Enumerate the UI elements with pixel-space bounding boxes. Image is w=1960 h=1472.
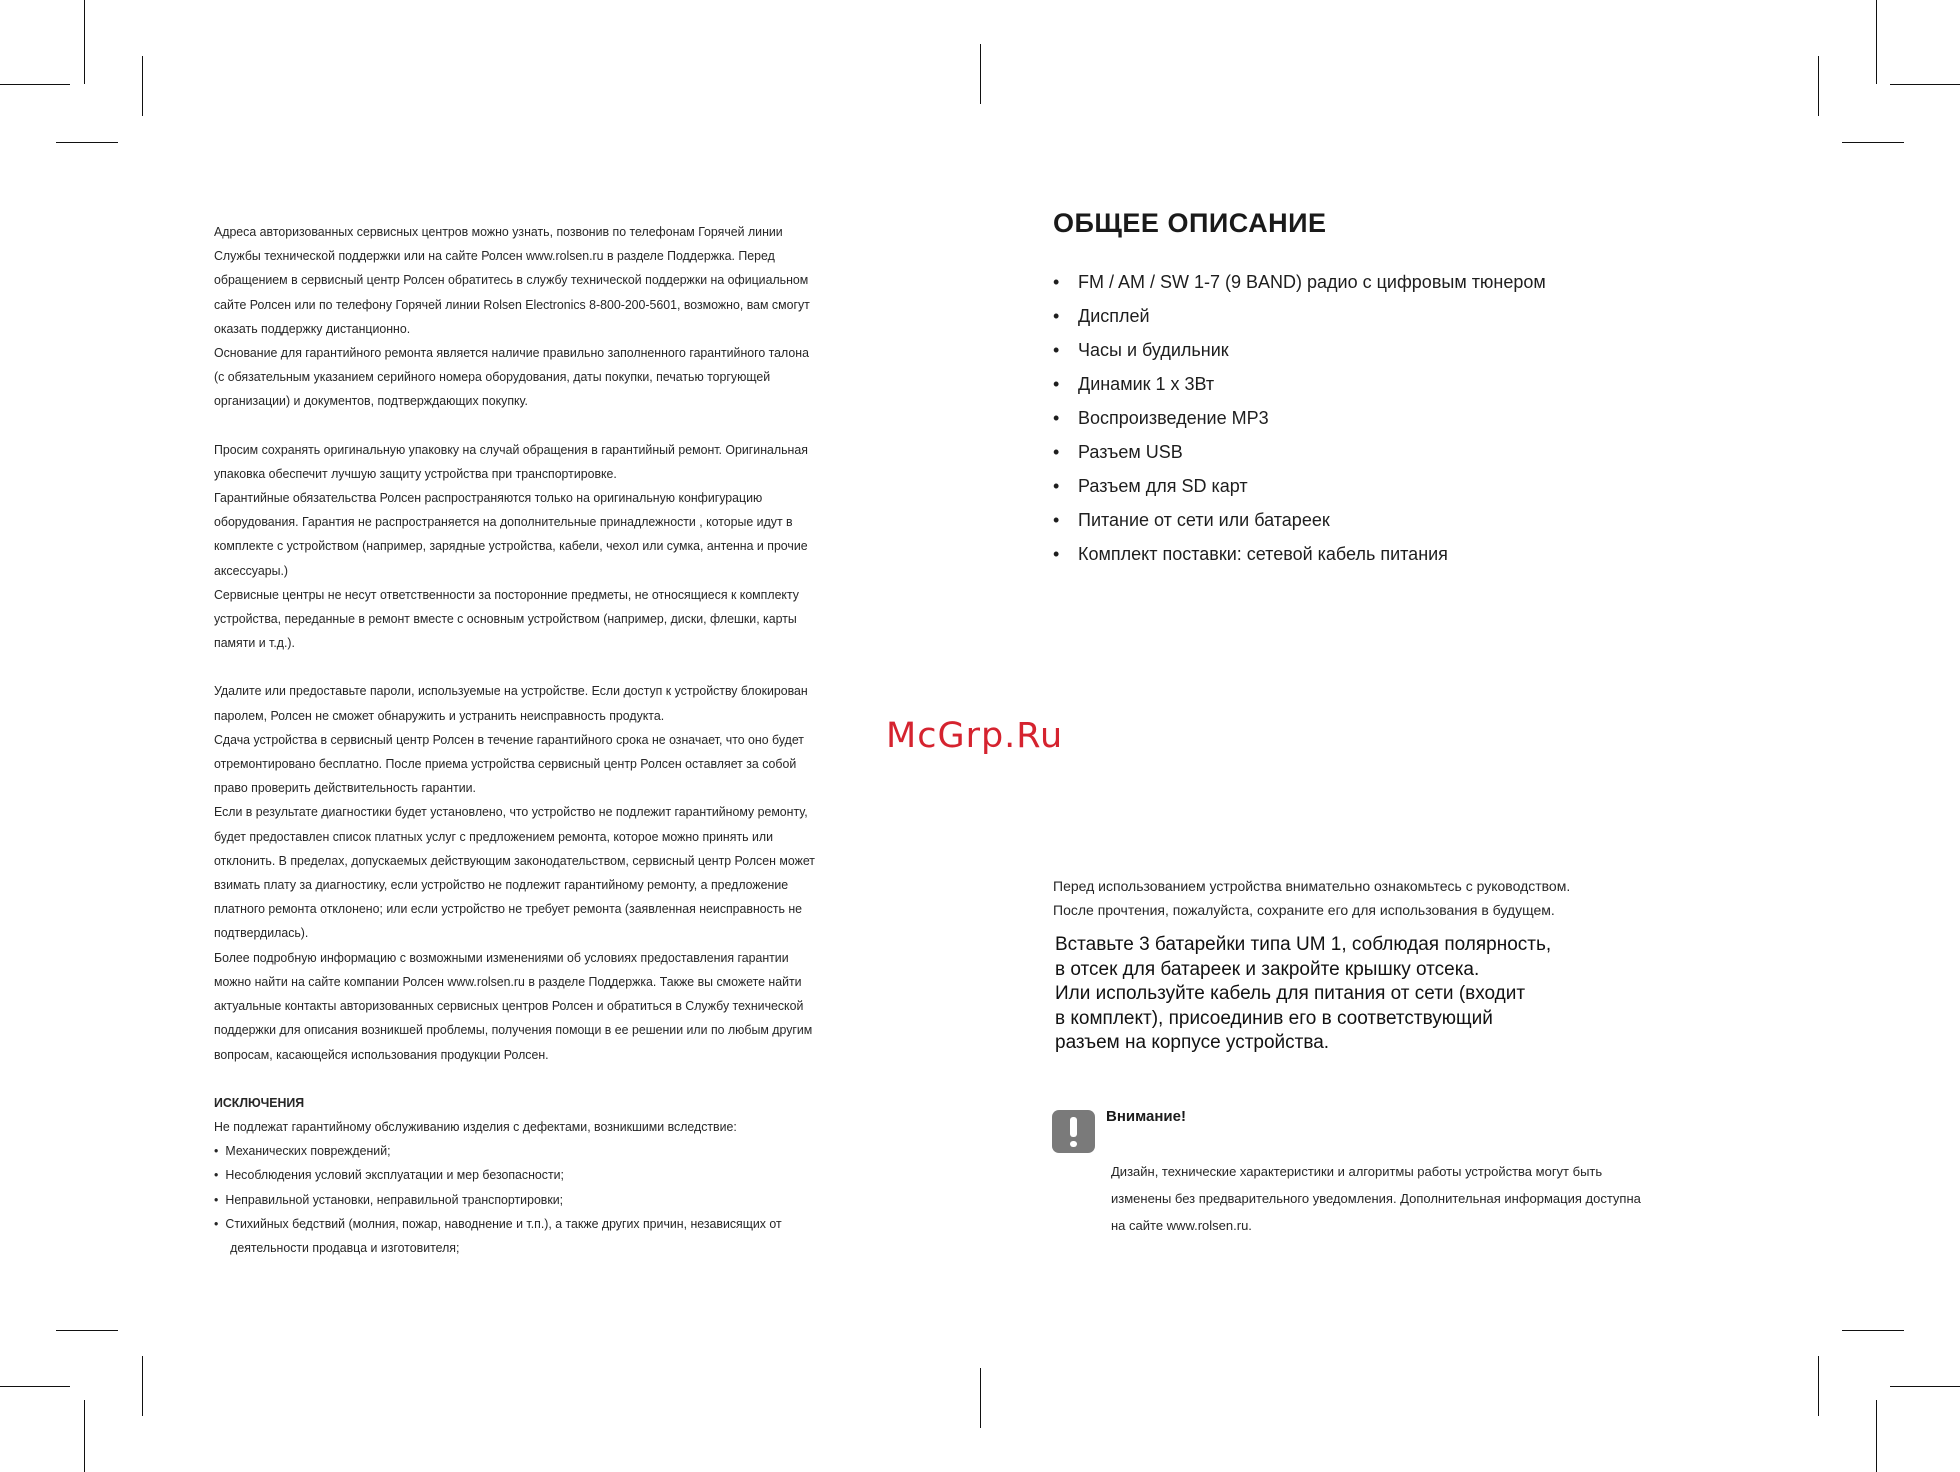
paragraph-service-centers xyxy=(214,220,879,414)
list-item: • Несоблюдения условий эксплуатации и мер безопасности; xyxy=(214,1163,879,1187)
list-item: • Стихийных бедствий (молния, пожар, наводнение и т.п.), а также других причин, независящих от xyxy=(214,1212,879,1236)
text-line: Более подробную информацию с возможными изменениями об условиях предоставления гарантии xyxy=(214,949,789,965)
intro-note xyxy=(1053,874,1673,922)
text-line: будет предоставлен список платных услуг с предложением ремонта, которое можно принять или xyxy=(214,828,773,844)
text-line: взимать плату за диагностику, если устройство не подлежит гарантийному ремонту, а предложение xyxy=(214,877,789,893)
list-item: • Механических повреждений; xyxy=(214,1139,879,1163)
feature-item: • Динамик 1 х 3Вт xyxy=(1053,367,1613,401)
text-line: в комплект), присоединив его в соответствующий xyxy=(1055,1007,1493,1029)
crop-mark xyxy=(980,1368,981,1428)
text-line: Сдача устройства в сервисный центр Ролсен в течение гарантийного срока не означает, что оно будет xyxy=(214,731,804,747)
crop-mark xyxy=(84,1400,85,1472)
crop-mark xyxy=(56,142,118,143)
text-line: разъем на корпусе устройства. xyxy=(1055,1032,1330,1053)
feature-item: • Разъем USB xyxy=(1053,435,1613,469)
text-line: Или используйте кабель для питания от сети (входит xyxy=(1055,983,1526,1004)
text-line: сайте Ролсен или по телефону Горячей линии Rolsen Electronics 8-800-200-5601, возможно, вам смогут xyxy=(214,296,810,312)
text-line: Службы технической поддержки или на сайте Ролсен www.rolsen.ru в разделе Поддержка. Перед xyxy=(214,248,775,264)
crop-mark xyxy=(0,1386,70,1387)
text-line: организации) и документов, подтверждающих покупку. xyxy=(214,393,528,409)
text-line: Адреса авторизованных сервисных центров можно узнать, позвонив по телефонам Горячей линии xyxy=(214,224,783,239)
text-line: можно найти на сайте компании Ролсен www.rolsen.ru в разделе Поддержка. Также вы сможете найти xyxy=(214,973,802,989)
text-line: памяти и т.д.). xyxy=(214,635,295,651)
battery-instructions xyxy=(1055,933,1655,1056)
text-line: паролем, Ролсен не сможет обнаружить и устранить неисправность продукта. xyxy=(214,707,665,723)
text-line: вопросам, касающейся использования продукции Ролсен. xyxy=(214,1046,549,1062)
exclamation-icon xyxy=(1052,1110,1095,1153)
text-line: в отсек для батареек и закройте крышку отсека. xyxy=(1055,958,1480,980)
crop-mark xyxy=(1890,1386,1960,1387)
feature-item: • Дисплей xyxy=(1053,299,1613,333)
crop-mark xyxy=(1818,1356,1819,1416)
text-line: актуальные контакты авторизованных сервисных центров Ролсен и обратиться в Службу технической xyxy=(214,998,804,1014)
text-line: изменены без предварительного уведомления. Дополнительная информация доступна xyxy=(1111,1191,1641,1206)
crop-mark xyxy=(1842,1330,1904,1331)
text-line: После прочтения, пожалуйста, сохраните его для использования в будущем. xyxy=(1053,902,1555,918)
text-line: Перед использованием устройства внимательно ознакомьтесь с руководством. xyxy=(1053,878,1571,894)
crop-mark xyxy=(1818,56,1819,116)
features-list xyxy=(1053,265,1613,571)
text-line: Если в результате диагностики будет установлено, что устройство не подлежит гарантийному ремонту, xyxy=(214,804,808,820)
watermark-logo: McGrp.Ru xyxy=(886,716,1064,756)
exclusions-heading: ИСКЛЮЧЕНИЯ xyxy=(214,1094,305,1110)
crop-mark xyxy=(1890,84,1960,85)
warning-title: Внимание! xyxy=(1106,1108,1186,1125)
text-line: (с обязательным указанием серийного номера оборудования, даты покупки, печатью торгующей xyxy=(214,369,771,385)
text-line: право проверить действительность гарантии. xyxy=(214,780,476,796)
crop-mark xyxy=(56,1330,118,1331)
feature-item: • Комплект поставки: сетевой кабель питания xyxy=(1053,537,1613,571)
text-line: поддержки для описания возникшей проблемы, получения помощи в ее решении или по любым другим xyxy=(214,1022,813,1038)
crop-mark xyxy=(1876,0,1877,84)
text-line: оборудования. Гарантия не распространяется на дополнительные принадлежности , которые идут в xyxy=(214,514,793,530)
text-line: Дизайн, технические характеристики и алгоритмы работы устройства могут быть xyxy=(1111,1164,1603,1179)
text-line: отклонить. В пределах, допускаемых действующим законодательством, сервисный центр Ролсен может xyxy=(214,852,815,868)
text-line: Просим сохранять оригинальную упаковку на случай обращения в гарантийный ремонт. Оригинальная xyxy=(214,441,808,457)
warranty-column xyxy=(214,220,879,1260)
text-line: Основание для гарантийного ремонта является наличие правильно заполненного гарантийного талона xyxy=(214,345,809,361)
text-line: обращением в сервисный центр Ролсен обратитесь в службу технической поддержки на официальном xyxy=(214,272,809,288)
text-line: аксессуары.) xyxy=(214,562,289,578)
paragraph-packaging xyxy=(214,438,879,656)
section-title: ОБЩЕЕ ОПИСАНИЕ xyxy=(1053,208,1327,238)
text-line: комплекте с устройством (например, зарядные устройства, кабели, чехол или сумка, антенна и прочие xyxy=(214,538,808,554)
feature-item: • Питание от сети или батареек xyxy=(1053,503,1613,537)
crop-mark xyxy=(1876,1400,1877,1472)
crop-mark xyxy=(142,1356,143,1416)
text-line: на сайте www.rolsen.ru. xyxy=(1111,1218,1252,1233)
feature-item: • Разъем для SD карт xyxy=(1053,469,1613,503)
feature-item: • Воспроизведение MP3 xyxy=(1053,401,1613,435)
text-line: Удалите или предоставьте пароли, используемые на устройстве. Если доступ к устройству блокирован xyxy=(214,683,808,699)
text-line: Сервисные центры не несут ответственности за посторонние предметы, не относящиеся к комплекту xyxy=(214,586,799,602)
crop-mark xyxy=(980,44,981,104)
text-line: отремонтировано бесплатно. После приема устройства сервисный центр Ролсен оставляет за собой xyxy=(214,756,797,772)
exclusions-intro: Не подлежат гарантийному обслуживанию изделия с дефектами, возникшими вследствие: xyxy=(214,1118,737,1134)
crop-mark xyxy=(84,0,85,84)
crop-mark xyxy=(0,84,70,85)
text-line: упаковка обеспечит лучшую защиту устройства при транспортировке. xyxy=(214,465,617,481)
text-line: платного ремонта отклонено; или если устройство не требует ремонта (заявленная неисправность не xyxy=(214,901,803,917)
exclusions-list xyxy=(214,1139,879,1236)
text-line: Гарантийные обязательства Ролсен распространяются только на оригинальную конфигурацию xyxy=(214,490,763,506)
feature-item: • FM / AM / SW 1-7 (9 BAND) радио с цифровым тюнером xyxy=(1053,265,1613,299)
text-line: Вставьте 3 батарейки типа UM 1, соблюдая полярность, xyxy=(1055,934,1552,955)
text-line: подтвердилась). xyxy=(214,925,309,941)
crop-mark xyxy=(1842,142,1904,143)
text-line: устройства, переданные в ремонт вместе с основным устройством (например, диски, флешки, карты xyxy=(214,611,797,627)
crop-mark xyxy=(142,56,143,116)
exclusions-continuation: деятельности продавца и изготовителя; xyxy=(230,1239,460,1255)
warning-text xyxy=(1111,1158,1711,1239)
feature-item: • Часы и будильник xyxy=(1053,333,1613,367)
list-item: • Неправильной установки, неправильной транспортировки; xyxy=(214,1188,879,1212)
paragraph-passwords xyxy=(214,679,879,1066)
text-line: оказать поддержку дистанционно. xyxy=(214,320,411,336)
